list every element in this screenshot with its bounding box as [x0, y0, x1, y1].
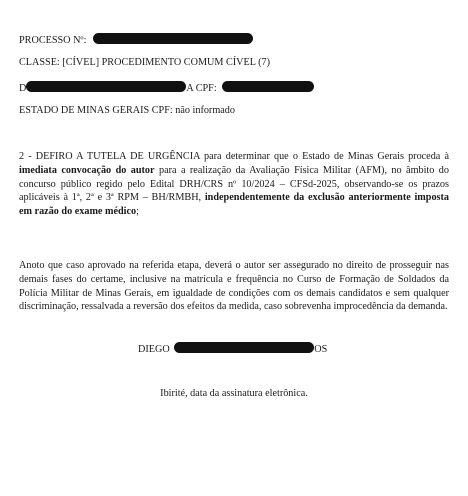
signature-suffix: OS — [314, 344, 328, 355]
redacted-process-number — [93, 33, 253, 44]
party-prefix: D — [19, 83, 27, 94]
signature-prefix: DIEGO — [138, 344, 170, 355]
decision-middle: para a realização da Avaliação Física Militar (AFM), no âmbito do concurso público regido pelo Edital DRH/CRS nº 10/2024 – CFSd-2025, observando-se os prazos aplicáveis à 1ª, 2ª e 3ª RPM – BH/RMBH, — [19, 164, 449, 204]
signature-line — [138, 342, 327, 356]
note-paragraph — [19, 259, 449, 314]
processo-label: PROCESSO Nº: — [19, 35, 87, 46]
note-text: Anoto que caso aprovado na referida etapa, deverá o autor ser assegurado no direito de prosseguir nas demais fases do certame, inclusive na matrícula e frequência no Curso de Formação de Soldados da Polícia Militar de Minas Gerais, em igualdade de condições com os demais candidatos e sem qualquer discriminação, ressalvada a reversão dos efeitos da medida, caso sobrevenha improcedência da demanda. — [19, 260, 449, 313]
processo-line — [19, 33, 253, 47]
decision-bold-exclusion: independentemente da exclusão anteriormente imposta em razão do exame médico — [19, 192, 449, 218]
redacted-party-cpf — [222, 81, 314, 92]
decision-intro: 2 - DEFIRO A TUTELA DE URGÊNCIA para determinar que o Estado de Minas Gerais proceda à — [19, 151, 449, 162]
decision-paragraph — [19, 150, 449, 219]
party-line — [19, 81, 314, 95]
redacted-signature-name — [174, 342, 314, 353]
party-suffix: A CPF: — [186, 83, 217, 94]
decision-end: ; — [136, 206, 139, 218]
defendant-line: ESTADO DE MINAS GERAIS CPF: não informado — [19, 105, 235, 116]
decision-bold-convocation: imediata convocação do autor — [19, 164, 155, 176]
classe-line: CLASSE: [CÍVEL] PROCEDIMENTO COMUM CÍVEL (7) — [19, 57, 271, 68]
place-date-line: Ibirité, data da assinatura eletrônica. — [160, 388, 308, 399]
redacted-party-name — [26, 81, 186, 92]
